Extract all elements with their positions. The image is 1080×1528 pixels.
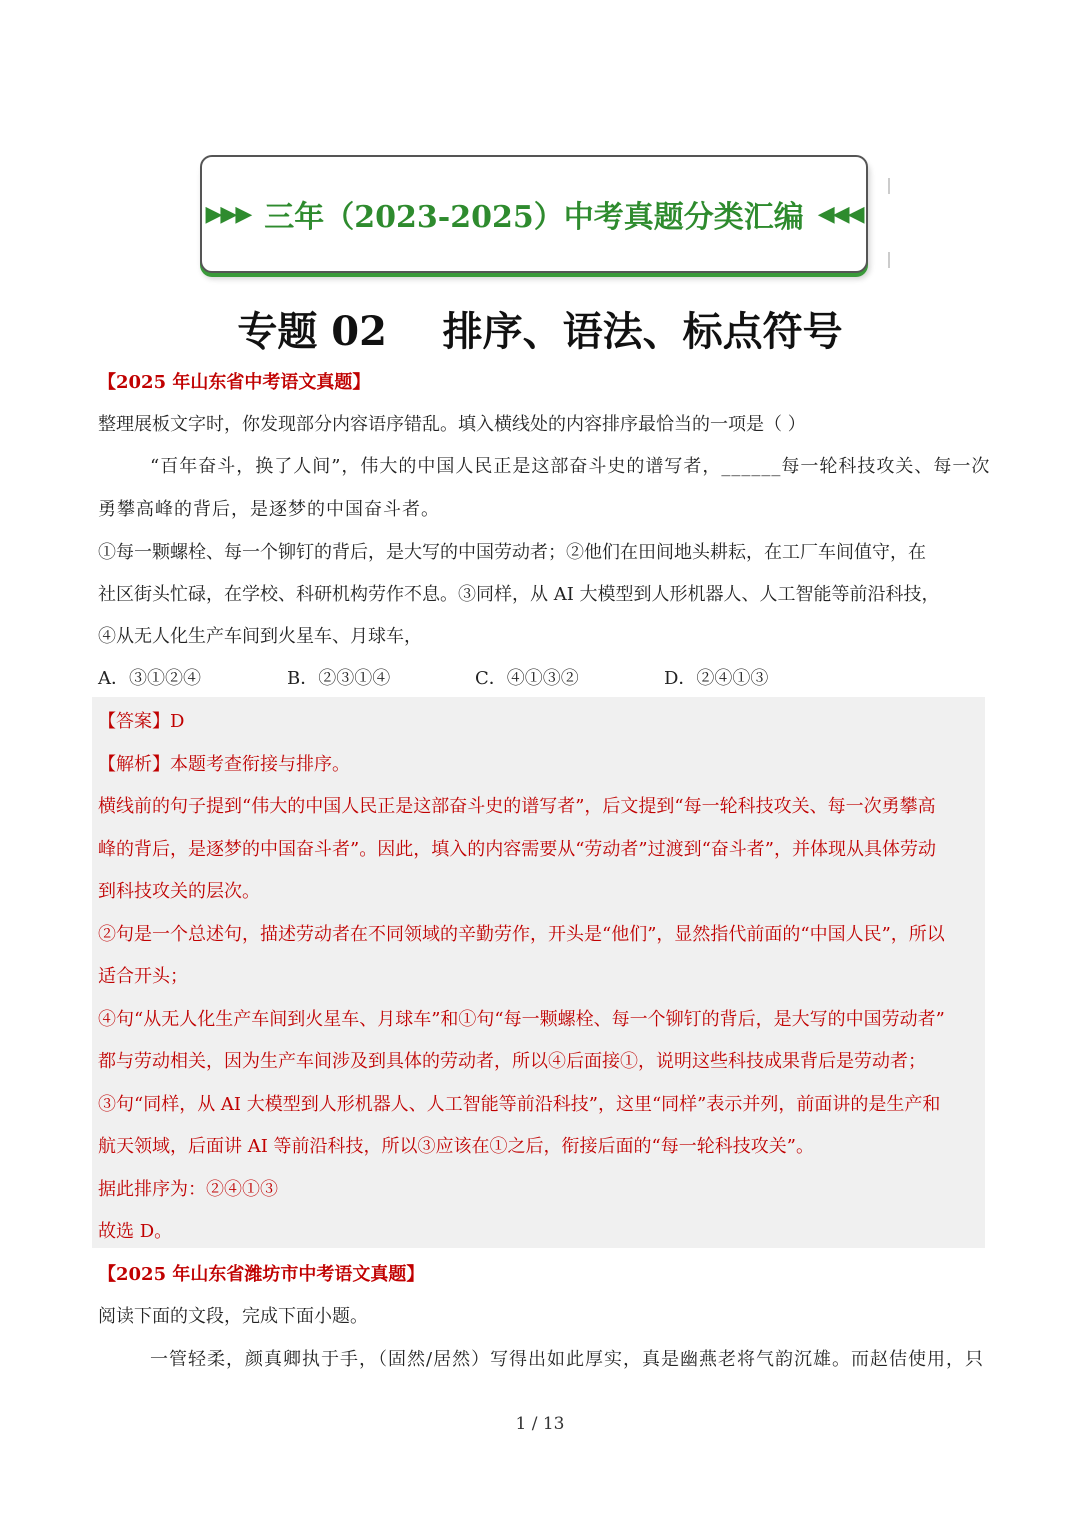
answer-box (92, 697, 985, 1248)
margin-mark (888, 252, 890, 268)
page-title: 专题 02 排序、语法、标点符号 (237, 308, 843, 355)
passage-line: “百年奋斗，换了人间”，伟大的中国人民正是这部奋斗史的谱写者，______每一轮科技攻关、每一次 (150, 456, 991, 477)
analysis-line: 据此排序为：②④①③ (98, 1179, 278, 1200)
analysis-line: 故选 D。 (98, 1221, 173, 1242)
analysis-title: 【解析】本题考查衔接与排序。 (98, 754, 350, 775)
margin-mark (888, 178, 890, 194)
answer-line: 【答案】D (98, 711, 185, 732)
items-line: 社区街头忙碌，在学校、科研机构劳作不息。③同样，从 AI 大模型到人形机器人、人工智能等前沿科技， (98, 584, 940, 605)
question-stem: 整理展板文字时，你发现部分内容语序错乱。填入横线处的内容排序最恰当的一项是（ ） (98, 414, 806, 435)
question-source: 【2025 年山东省潍坊市中考语文真题】 (98, 1264, 425, 1285)
option-b: B．②③①④ (287, 668, 391, 689)
banner-title: 三年（2023-2025）中考真题分类汇编 (264, 200, 804, 235)
left-arrows-icon: ▶▶▶ (205, 201, 251, 227)
analysis-line: 适合开头； (98, 966, 188, 987)
right-arrows-icon: ◀◀◀ (817, 201, 863, 227)
page-number: 1 / 13 (515, 1414, 565, 1434)
passage-line: 一管轻柔，颜真卿执于手，（固然/居然）写得出如此厚实，真是幽燕老将气韵沉雄。而赵佶使用，只 (150, 1349, 985, 1370)
analysis-line: 航天领域，后面讲 AI 等前沿科技，所以③应该在①之后，衔接后面的“每一轮科技攻关”。 (98, 1136, 814, 1157)
option-a: A．③①②④ (98, 668, 201, 689)
analysis-line: 横线前的句子提到“伟大的中国人民正是这部奋斗史的谱写者”，后文提到“每一轮科技攻关、每一次勇攀高 (98, 796, 936, 817)
instruction: 阅读下面的文段，完成下面小题。 (98, 1306, 368, 1327)
analysis-line: ③句“同样，从 AI 大模型到人形机器人、人工智能等前沿科技”，这里“同样”表示并列，前面讲的是生产和 (98, 1094, 941, 1115)
analysis-line: ②句是一个总述句，描述劳动者在不同领域的辛勤劳作，开头是“他们”，显然指代前面的“中国人民”，所以 (98, 924, 945, 945)
header-banner (200, 155, 868, 273)
analysis-line: 到科技攻关的层次。 (98, 881, 260, 902)
items-line: ①每一颗螺栓、每一个铆钉的背后，是大写的中国劳动者；②他们在田间地头耕耘，在工厂车间值守，在 (98, 542, 926, 563)
analysis-line: ④句“从无人化生产车间到火星车、月球车”和①句“每一颗螺栓、每一个铆钉的背后，是大写的中国劳动者” (98, 1009, 945, 1030)
option-d: D．②④①③ (664, 668, 769, 689)
analysis-line: 都与劳动相关，因为生产车间涉及到具体的劳动者，所以④后面接①，说明这些科技成果背后是劳动者； (98, 1051, 926, 1072)
question-source: 【2025 年山东省中考语文真题】 (98, 372, 371, 393)
passage-line: 勇攀高峰的背后，是逐梦的中国奋斗者。 (98, 499, 440, 520)
items-line: ④从无人化生产车间到火星车、月球车， (98, 626, 422, 647)
analysis-line: 峰的背后，是逐梦的中国奋斗者”。因此，填入的内容需要从“劳动者”过渡到“奋斗者”，并体现从具体劳动 (98, 839, 937, 860)
option-c: C．④①③② (475, 668, 579, 689)
